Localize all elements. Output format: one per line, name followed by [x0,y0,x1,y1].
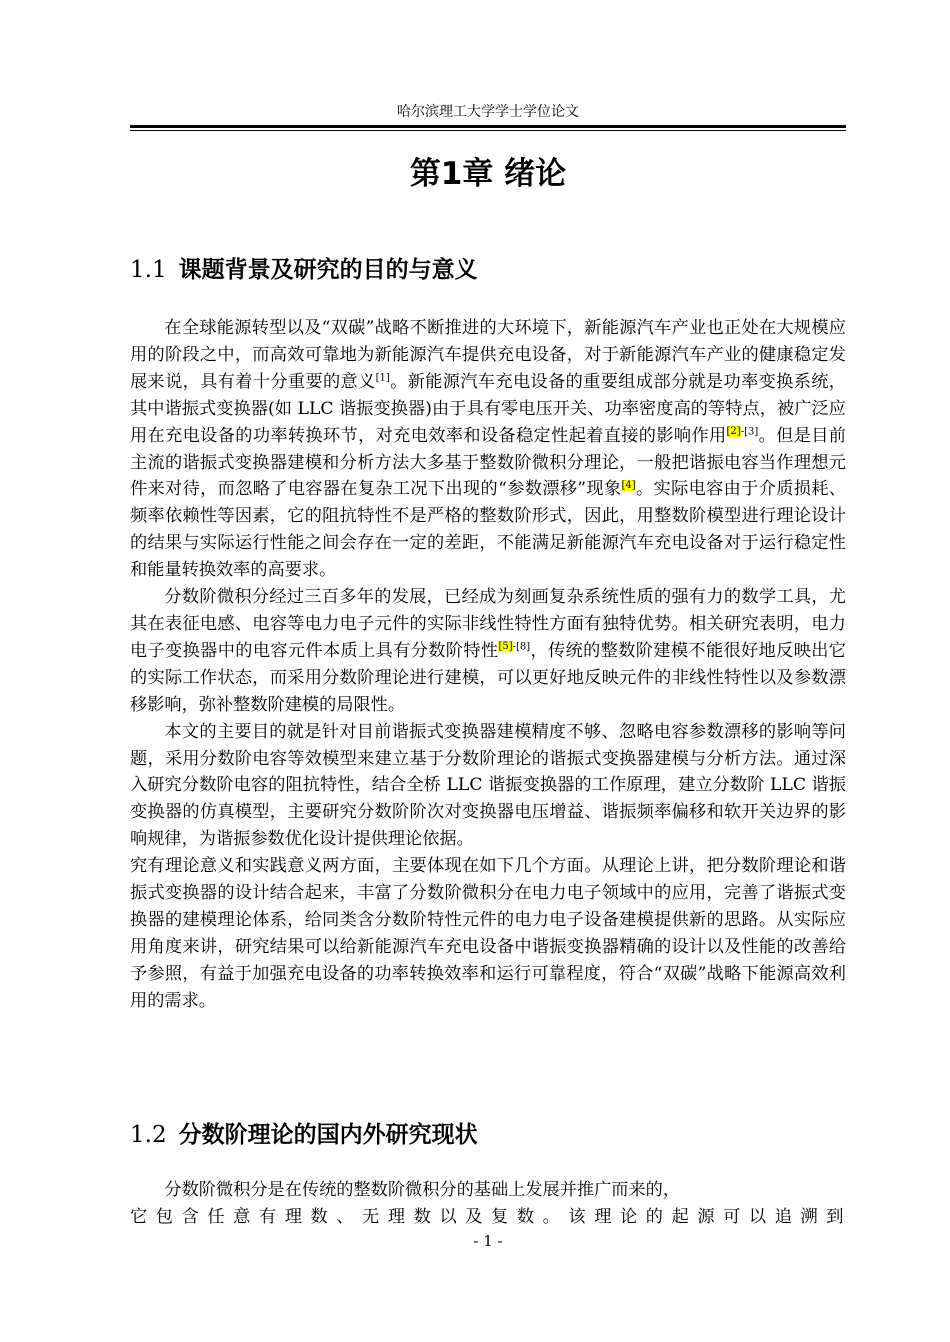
paragraph-text: 在全球能源转型以及“双碳”战略不断推进的大环境下，新能源汽车产业也正处在大规模应用的阶段之中，而高效可靠地为新能源汽车提供充电设备，对于新能源汽车产业的健康稳定发展来说，具有着十分重要的意义 [130,318,846,392]
citation-3: -[3] [740,425,759,437]
section-heading-1-1 [130,255,846,285]
citation-5: [5] [498,641,513,653]
paragraph-text: 。新能源汽车充电设备的重要组成部分就是功率变换系统，其中谐振式变换器(如 LLC 谐振变换器)由于具有零电压开关、功率密度高的等特点，被广泛应用在充电设备的功率转换环节，对充电效率和设备稳定性起着直接的影响作用 [130,371,846,446]
section-heading-1-2 [130,1120,846,1150]
chapter-title: 第1章 绪论 [409,156,567,192]
citation-8: -[8] [512,641,531,653]
paragraph-text: 。但是目前主流的谐振式变换器建模和分析方法大多基于整数阶微积分理论，一般把谐振电容当作理想元件来对待，而忽略了电容器在复杂工况下出现的“参数漂移”现象 [130,425,846,500]
paragraph-1 [130,315,846,584]
paragraph-2 [130,584,846,719]
page-number: - 1 - [473,1232,503,1250]
paragraph-text: 分数阶微积分经过三百多年的发展，已经成为刻画复杂系统性质的强有力的数学工具，尤其在表征电感、电容等电力电子元件的实际非线性特性方面有独特优势。相关研究表明，电力电子变换器中的电容元件本质上具有分数阶特性 [130,587,846,661]
header-rule-thin [130,130,846,131]
section-title: 课题背景及研究的目的与意义 [178,257,478,283]
section-number: 1.1 [130,257,167,283]
header-rule [130,125,846,128]
body-text-section-1-1 [130,315,846,1015]
paragraph-text: 。实际电容由于介质损耗、频率依赖性等因素，它的阻抗特性不是严格的整数阶形式，因此，用整数阶模型进行理论设计的结果与实际运行性能之间会存在一定的差距，不能满足新能源汽车充电设备对于运行稳定性和能量转换效率的高要求。 [130,479,846,581]
citation-4: [4] [621,479,636,491]
running-header: 哈尔滨理工大学学士学位论文 [397,104,579,120]
paragraph-5-continued: 它包含任意有理数、无理数以及复数。该理论的起源可以追溯到 [130,1206,846,1227]
citation-1: [1] [375,372,390,384]
paragraph-5: 分数阶微积分是在传统的整数阶微积分的基础上发展并推广而来的， [164,1180,681,1200]
paragraph-3: 本文的主要目的就是针对目前谐振式变换器建模精度不够、忽略电容参数漂移的影响等问题，采用分数阶电容等效模型来建立基于分数阶理论的谐振式变换器建模与分析方法。通过深入研究分数阶电容的阻抗特性，结合全桥 LLC 谐振变换器的工作原理，建立分数阶 LLC 谐振变换器的仿真模型，主要研究分数阶阶次对变换器电压增益、谐振频率偏移和软开关边界的影响规律，为谐振参数优化设计提供理论依据。 [130,721,846,850]
paragraph-text: ，传统的整数阶建模不能很好地反映出它的实际工作状态，而采用分数阶理论进行建模，可以更好地反映元件的非线性特性以及参数漂移影响，弥补整数阶建模的局限性。 [130,640,846,715]
section-title: 分数阶理论的国内外研究现状 [178,1122,478,1148]
body-text-section-1-2 [130,1177,846,1231]
citation-2: [2] [726,425,741,437]
section-number: 1.2 [130,1122,167,1148]
paragraph-4: 究有理论意义和实践意义两方面，主要体现在如下几个方面。从理论上讲，把分数阶理论和谐振式变换器的设计结合起来，丰富了分数阶微积分在电力电子领域中的应用，完善了谐振式变换器的建模理论体系，给同类含分数阶特性元件的电力电子设备建模提供新的思路。从实际应用角度来讲，研究结果可以给新能源汽车充电设备中谐振变换器精确的设计以及性能的改善给予参照，有益于加强充电设备的功率转换效率和运行可靠程度，符合“双碳”战略下能源高效利用的需求。 [130,856,846,1011]
